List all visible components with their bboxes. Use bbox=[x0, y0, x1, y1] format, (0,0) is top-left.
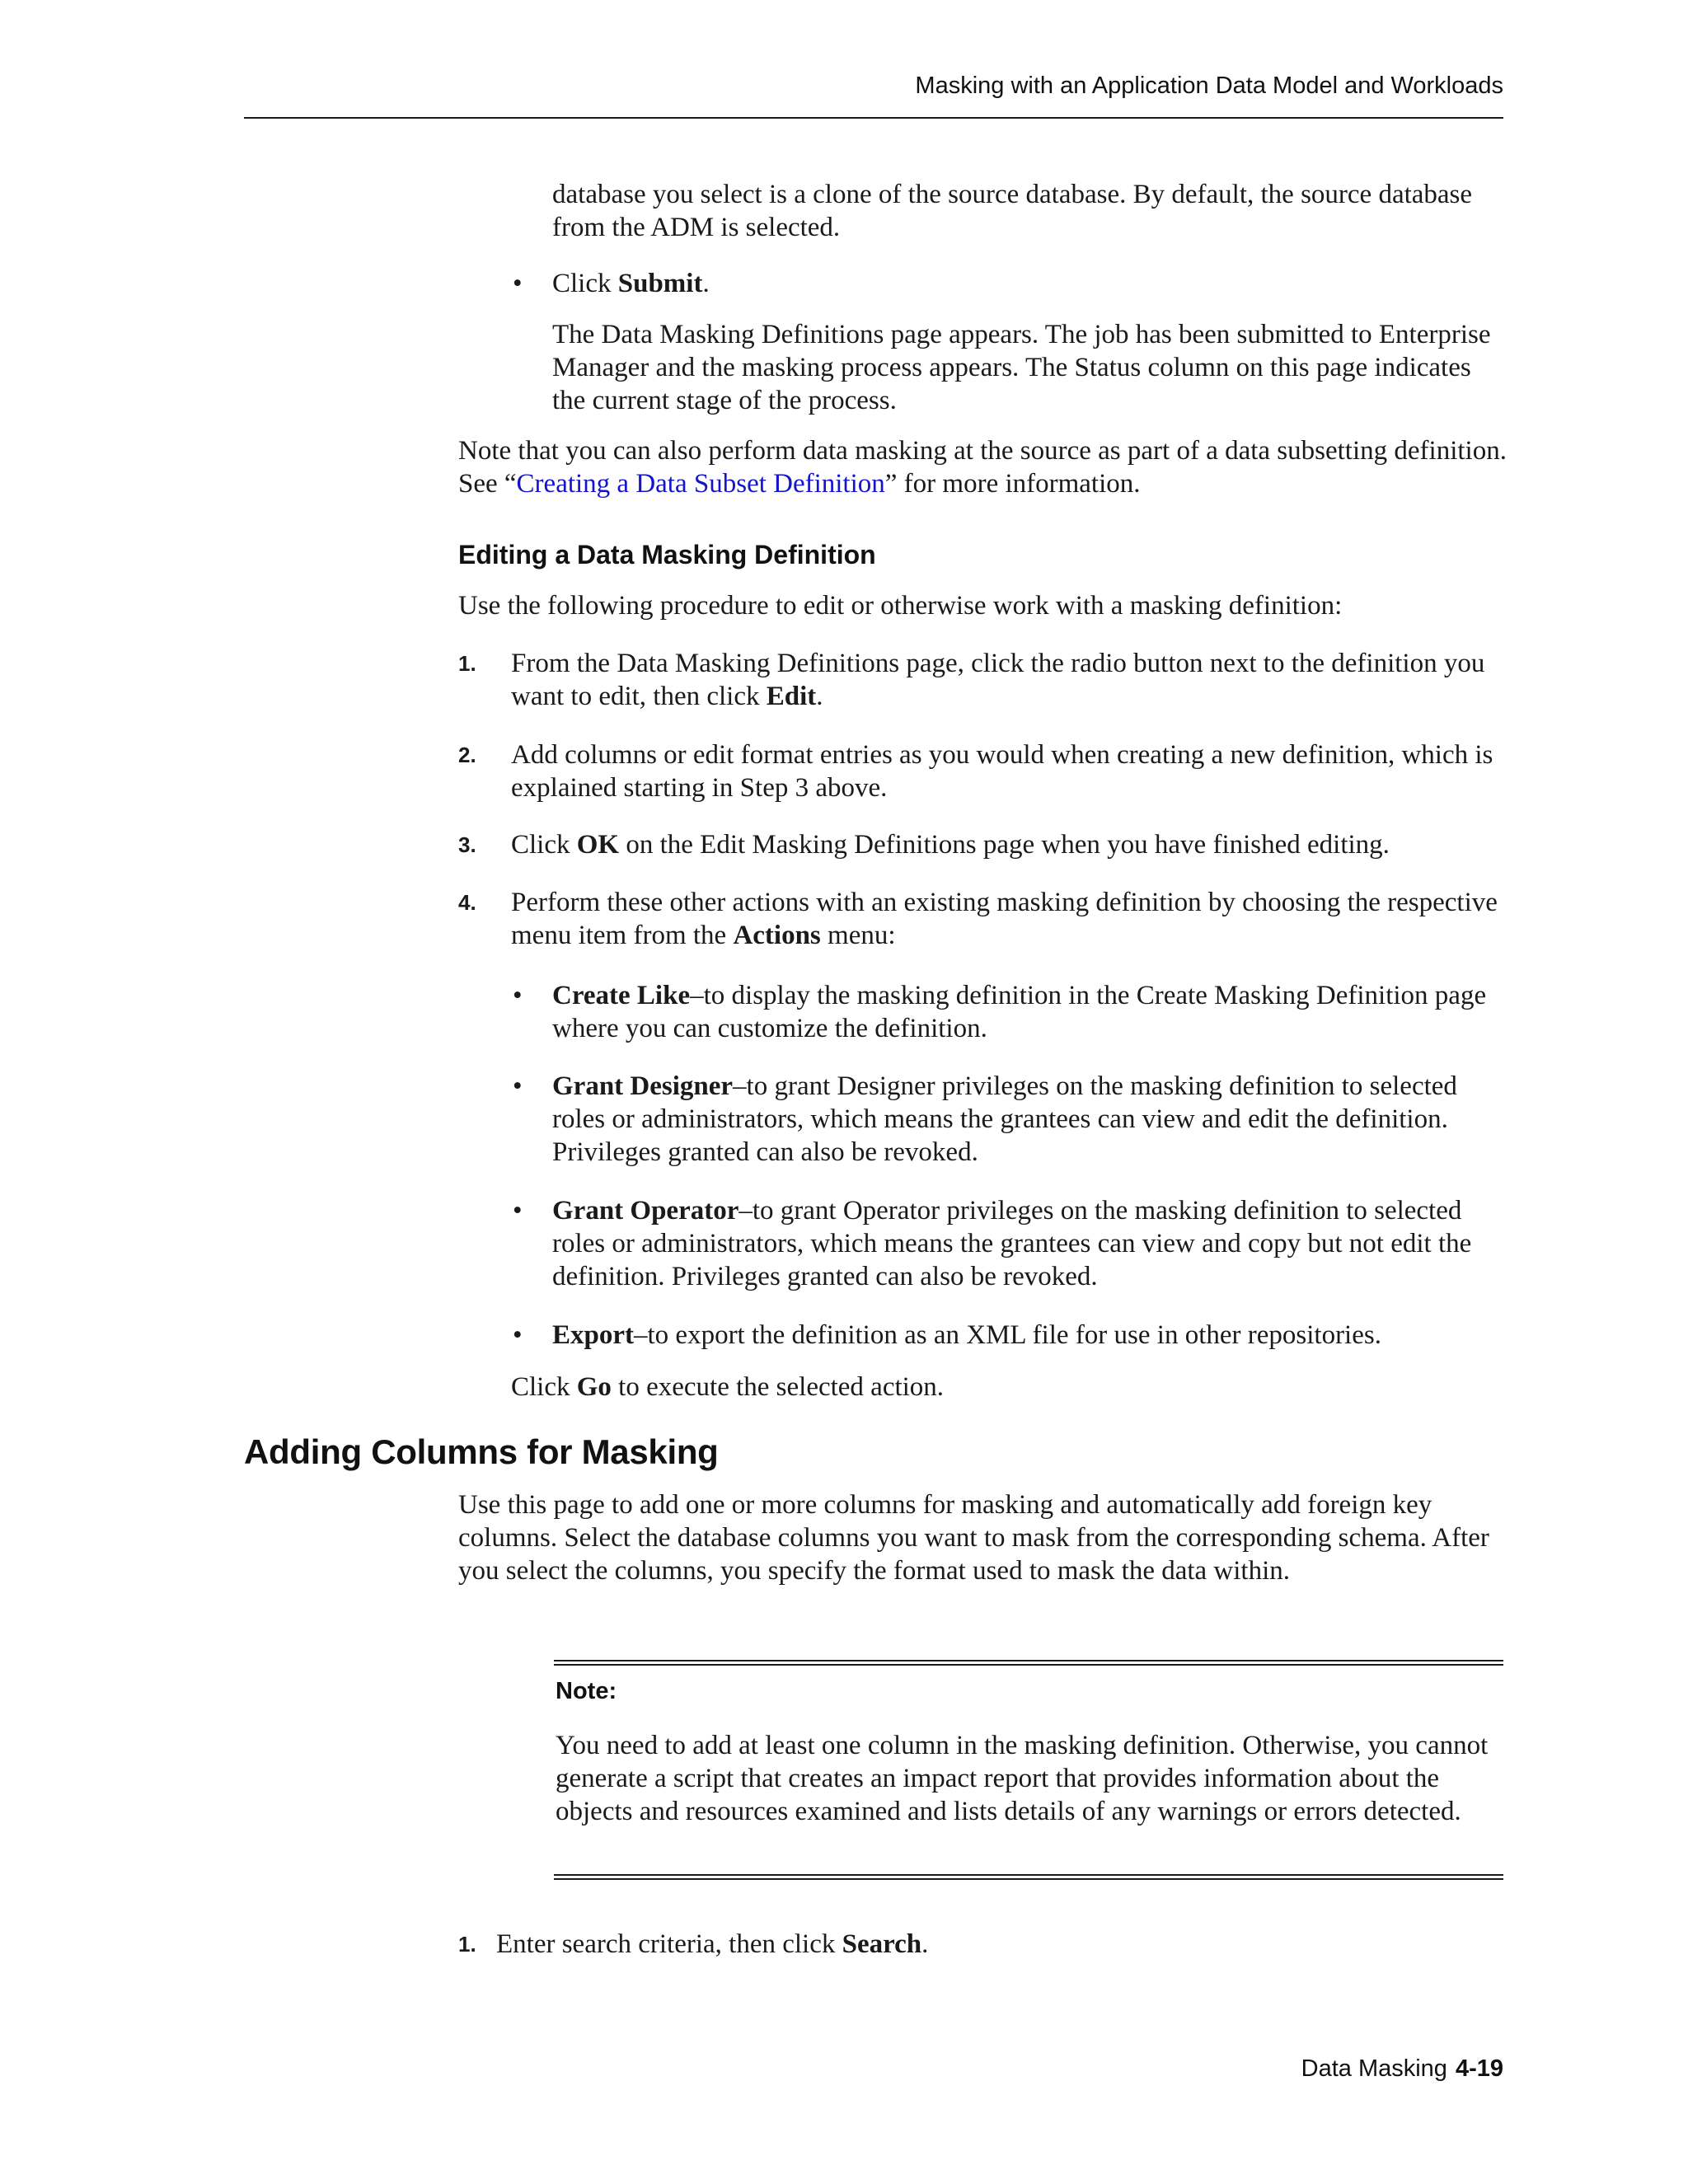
edit-step-3: Click OK on the Edit Masking Definitions page when you have finished editing. bbox=[511, 830, 1390, 860]
page-footer bbox=[1301, 2055, 1503, 2083]
submit-bullet: Click Submit. bbox=[552, 269, 710, 298]
subsetting-note-paragraph: Note that you can also perform data masking at the source as part of a data subsetting definition. See “Creating a Data Subset Definition” for more information. bbox=[458, 436, 1507, 499]
search-step-1: Enter search criteria, then click Search. bbox=[496, 1929, 929, 1959]
running-header: Masking with an Application Data Model and Workloads bbox=[915, 73, 1503, 99]
bullet-marker: • bbox=[513, 1320, 523, 1350]
step-number: 1. bbox=[458, 651, 476, 676]
edit-step-2: Add columns or edit format entries as you would when creating a new definition, which is explained starting in Step 3 above. bbox=[511, 740, 1493, 803]
step-number: 4. bbox=[458, 890, 476, 915]
bullet-marker: • bbox=[513, 981, 523, 1010]
note-top-rule bbox=[554, 1660, 1503, 1666]
action-create-like: Create Like–to display the masking definition in the Create Masking Definition page where you can customize the definition. bbox=[552, 981, 1487, 1043]
action-grant-operator: Grant Operator–to grant Operator privileges on the masking definition to selected roles or administrators, which means the grantees can view and copy but not edit the definition. Privileges granted can also be revoked. bbox=[552, 1196, 1472, 1291]
action-export: Export–to export the definition as an XML file for use in other repositories. bbox=[552, 1320, 1381, 1350]
step-number: 2. bbox=[458, 743, 476, 767]
bullet-marker: • bbox=[513, 1196, 523, 1226]
submit-label: Submit bbox=[617, 269, 703, 298]
continuation-paragraph: database you select is a clone of the source database. By default, the source database from the ADM is selected. bbox=[552, 180, 1473, 242]
note-text: You need to add at least one column in the masking definition. Otherwise, you cannot generate a script that creates an impact report that provides information about the objects and resources examined and lists details of any warnings or errors detected. bbox=[556, 1731, 1489, 1826]
action-grant-designer: Grant Designer–to grant Designer privileges on the masking definition to selected roles or administrators, which means the grantees can view and edit the definition. Privileges granted can also be revoked. bbox=[552, 1071, 1457, 1167]
editing-section-heading: Editing a Data Masking Definition bbox=[458, 540, 876, 569]
footer-section: Data Masking bbox=[1301, 2055, 1447, 2082]
footer-page-number: 4-19 bbox=[1455, 2055, 1503, 2082]
editing-intro: Use the following procedure to edit or otherwise work with a masking definition: bbox=[458, 591, 1343, 621]
step-number: 1. bbox=[458, 1932, 476, 1957]
note-label: Note: bbox=[556, 1678, 617, 1704]
adding-columns-heading: Adding Columns for Masking bbox=[244, 1432, 719, 1471]
bullet-marker: • bbox=[513, 1071, 523, 1101]
go-instruction: Click Go to execute the selected action. bbox=[511, 1372, 945, 1402]
adding-columns-intro: Use this page to add one or more columns for masking and automatically add foreign key columns. Select the database columns you want to mask from the corresponding schema. After you select the columns, you specify the format used to mask the data within. bbox=[458, 1490, 1489, 1586]
note-bottom-rule bbox=[554, 1874, 1503, 1880]
creating-data-subset-definition-link[interactable]: Creating a Data Subset Definition bbox=[516, 469, 885, 499]
bullet-marker: • bbox=[513, 269, 523, 298]
edit-step-4: Perform these other actions with an existing masking definition by choosing the respective menu item from the Actions menu: bbox=[511, 888, 1498, 950]
submit-result-paragraph: The Data Masking Definitions page appears. The job has been submitted to Enterprise Manager and the masking process appears. The Status column on this page indicates the current stage of the process. bbox=[552, 320, 1491, 415]
step-number: 3. bbox=[458, 832, 476, 857]
header-rule bbox=[244, 117, 1503, 119]
edit-step-1: From the Data Masking Definitions page, click the radio button next to the definition you want to edit, then click Edit. bbox=[511, 649, 1485, 711]
